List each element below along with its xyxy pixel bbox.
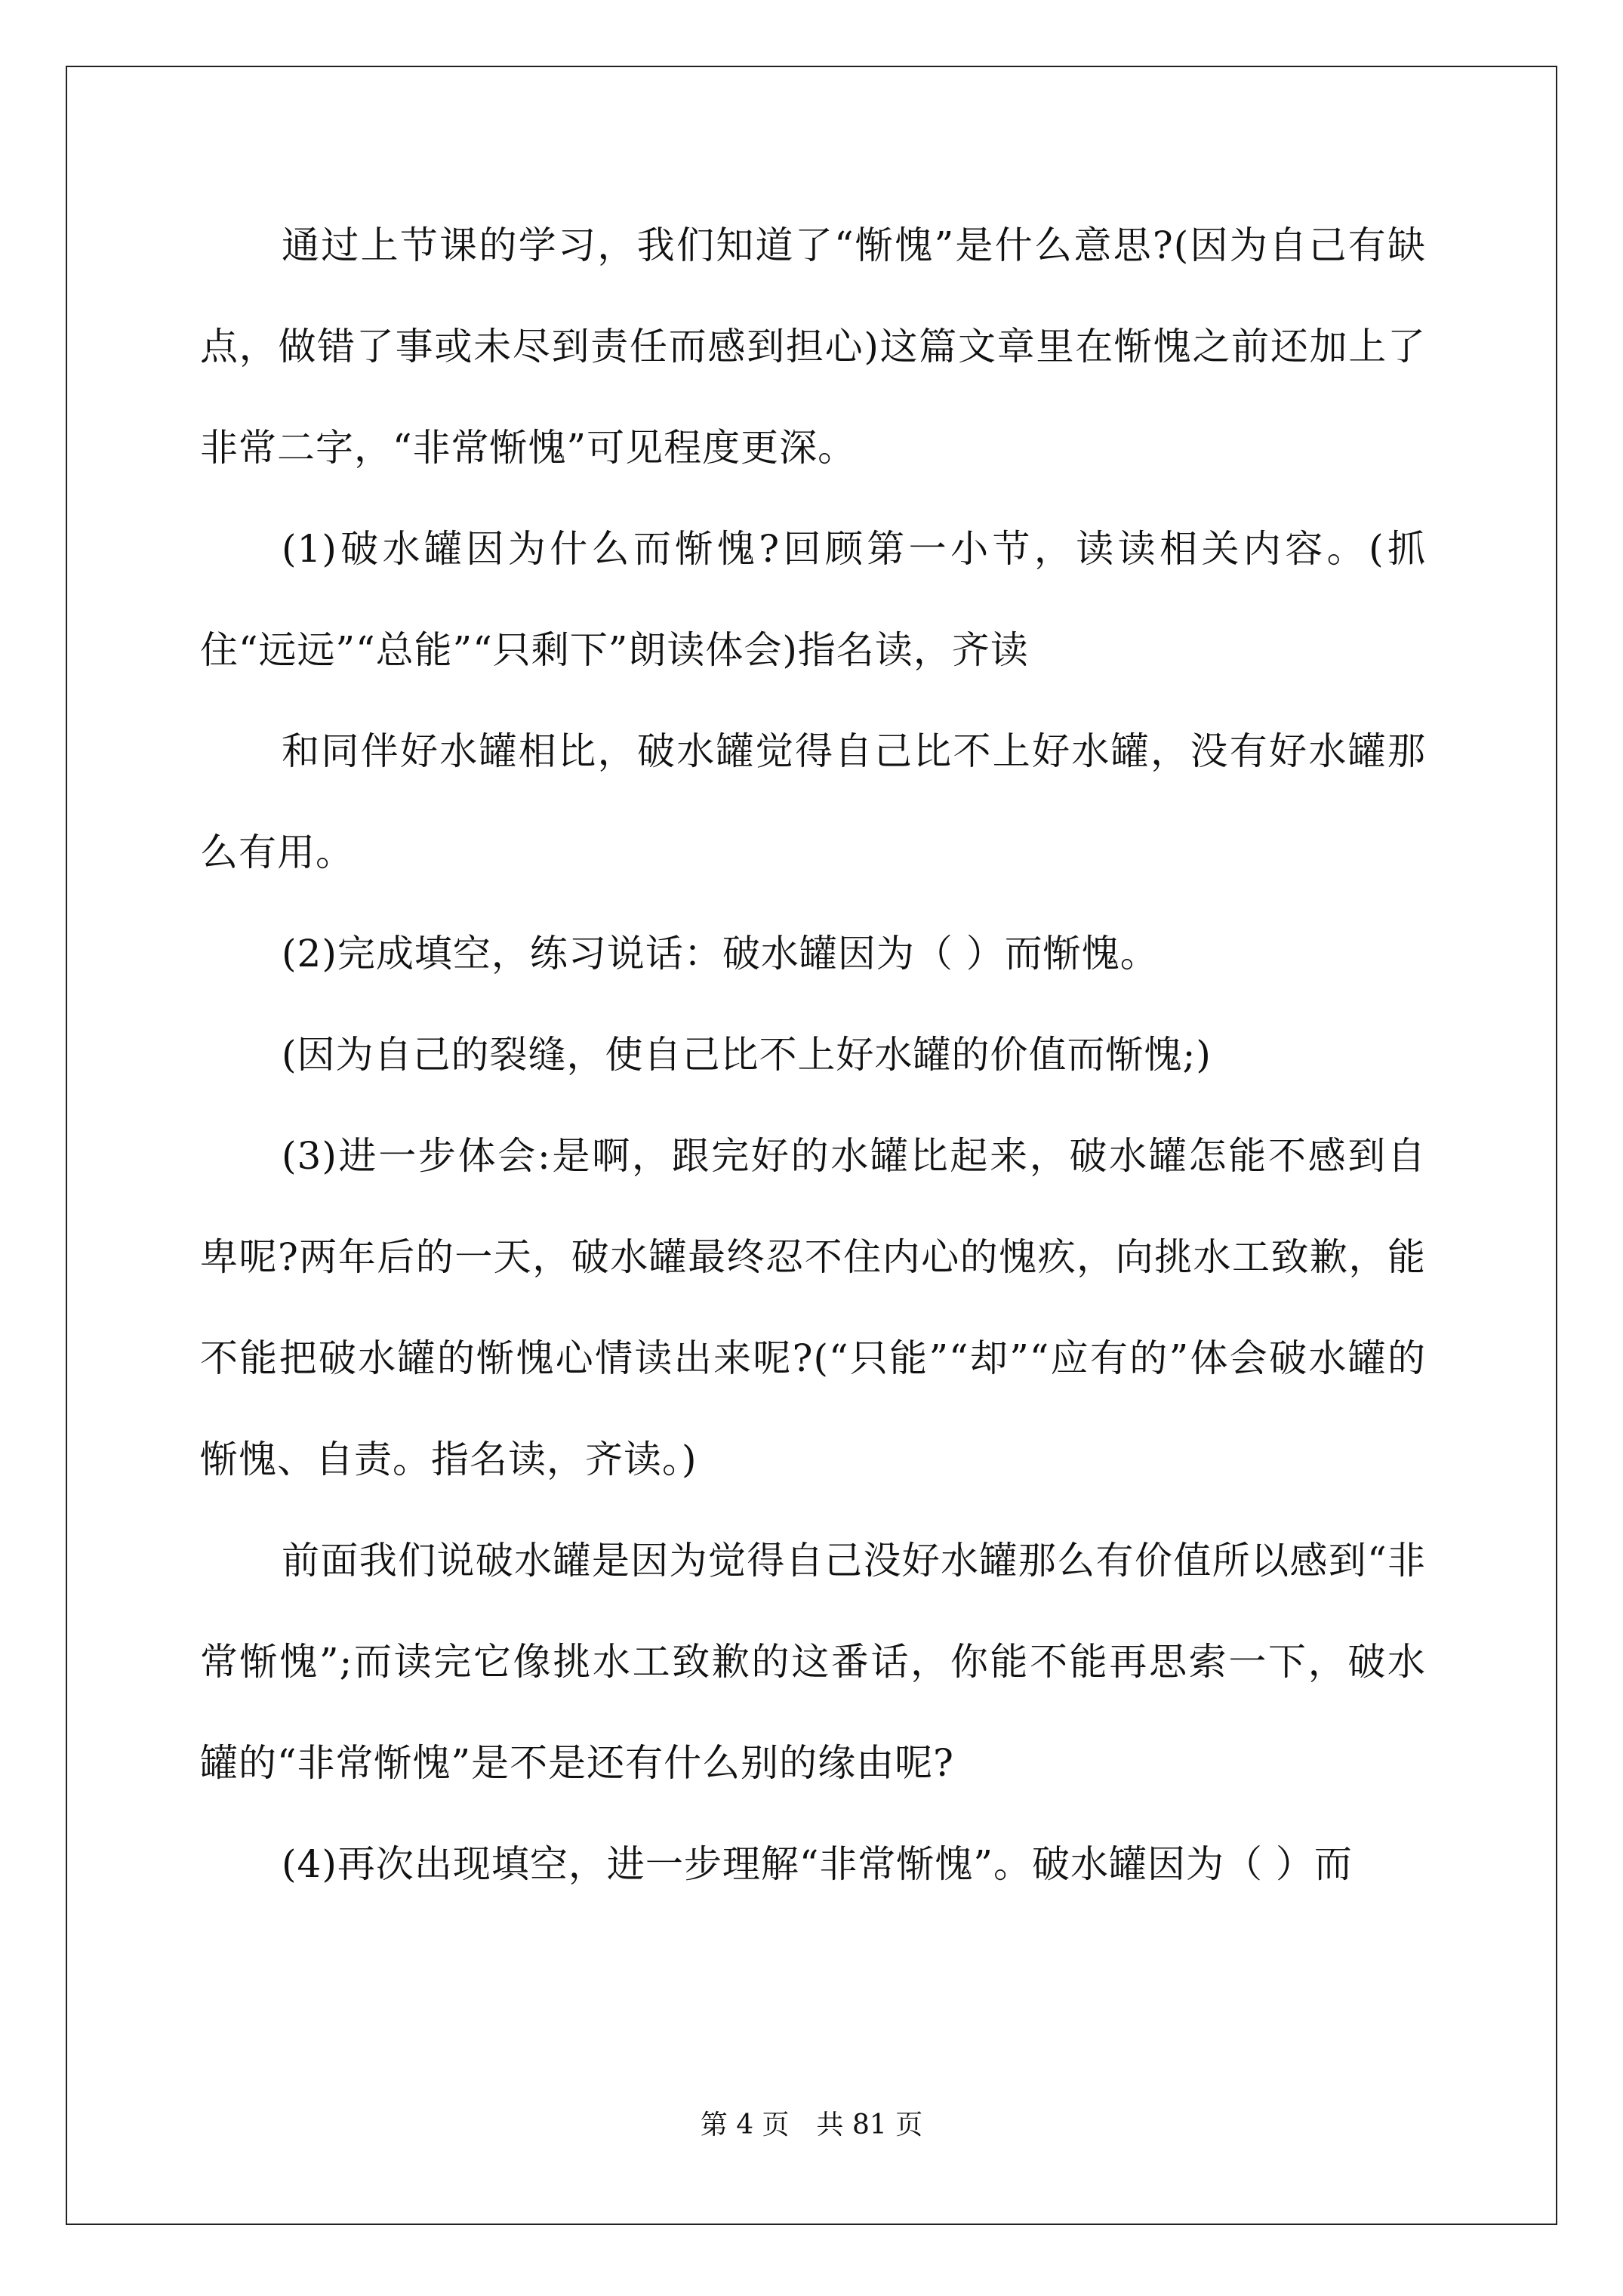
paragraph-4: (2)完成填空，练习说话：破水罐因为（ ）而惭愧。	[282, 932, 1159, 975]
paragraph-7: 前面我们说破水罐是因为觉得自己没好水罐那么有价值所以感到“非常惭愧”;而读完它像挑水工致歉的这番话，你能不能再思索一下，破水罐的“非常惭愧”是不是还有什么别的缘由呢?	[200, 1539, 1426, 1785]
document-body	[200, 195, 1426, 1915]
paragraph-3: 和同伴好水罐相比，破水罐觉得自己比不上好水罐，没有好水罐那么有用。	[200, 729, 1426, 874]
paragraph-1: 通过上节课的学习，我们知道了“惭愧”是什么意思?(因为自己有缺点，做错了事或未尽到责任而感到担心)这篇文章里在惭愧之前还加上了非常二字，“非常惭愧”可见程度更深。	[200, 223, 1426, 470]
paragraph-5: (因为自己的裂缝，使自己比不上好水罐的价值而惭愧;)	[282, 1033, 1212, 1077]
page-footer: 第 4 页 共 81 页	[700, 2110, 923, 2140]
paragraph-2: (1)破水罐因为什么而惭愧?回顾第一小节，读读相关内容。(抓住“远远”“总能”“只剩下”朗读体会)指名读，齐读	[200, 527, 1426, 672]
paragraph-6: (3)进一步体会:是啊，跟完好的水罐比起来，破水罐怎能不感到自卑呢?两年后的一天，破水罐最终忍不住内心的愧疚，向挑水工致歉，能不能把破水罐的惭愧心情读出来呢?(“只能”“却”“应有的”体会破水罐的惭愧、自责。指名读，齐读。)	[200, 1134, 1426, 1481]
paragraph-8: (4)再次出现填空，进一步理解“非常惭愧”。破水罐因为（ ）而	[282, 1842, 1353, 1886]
